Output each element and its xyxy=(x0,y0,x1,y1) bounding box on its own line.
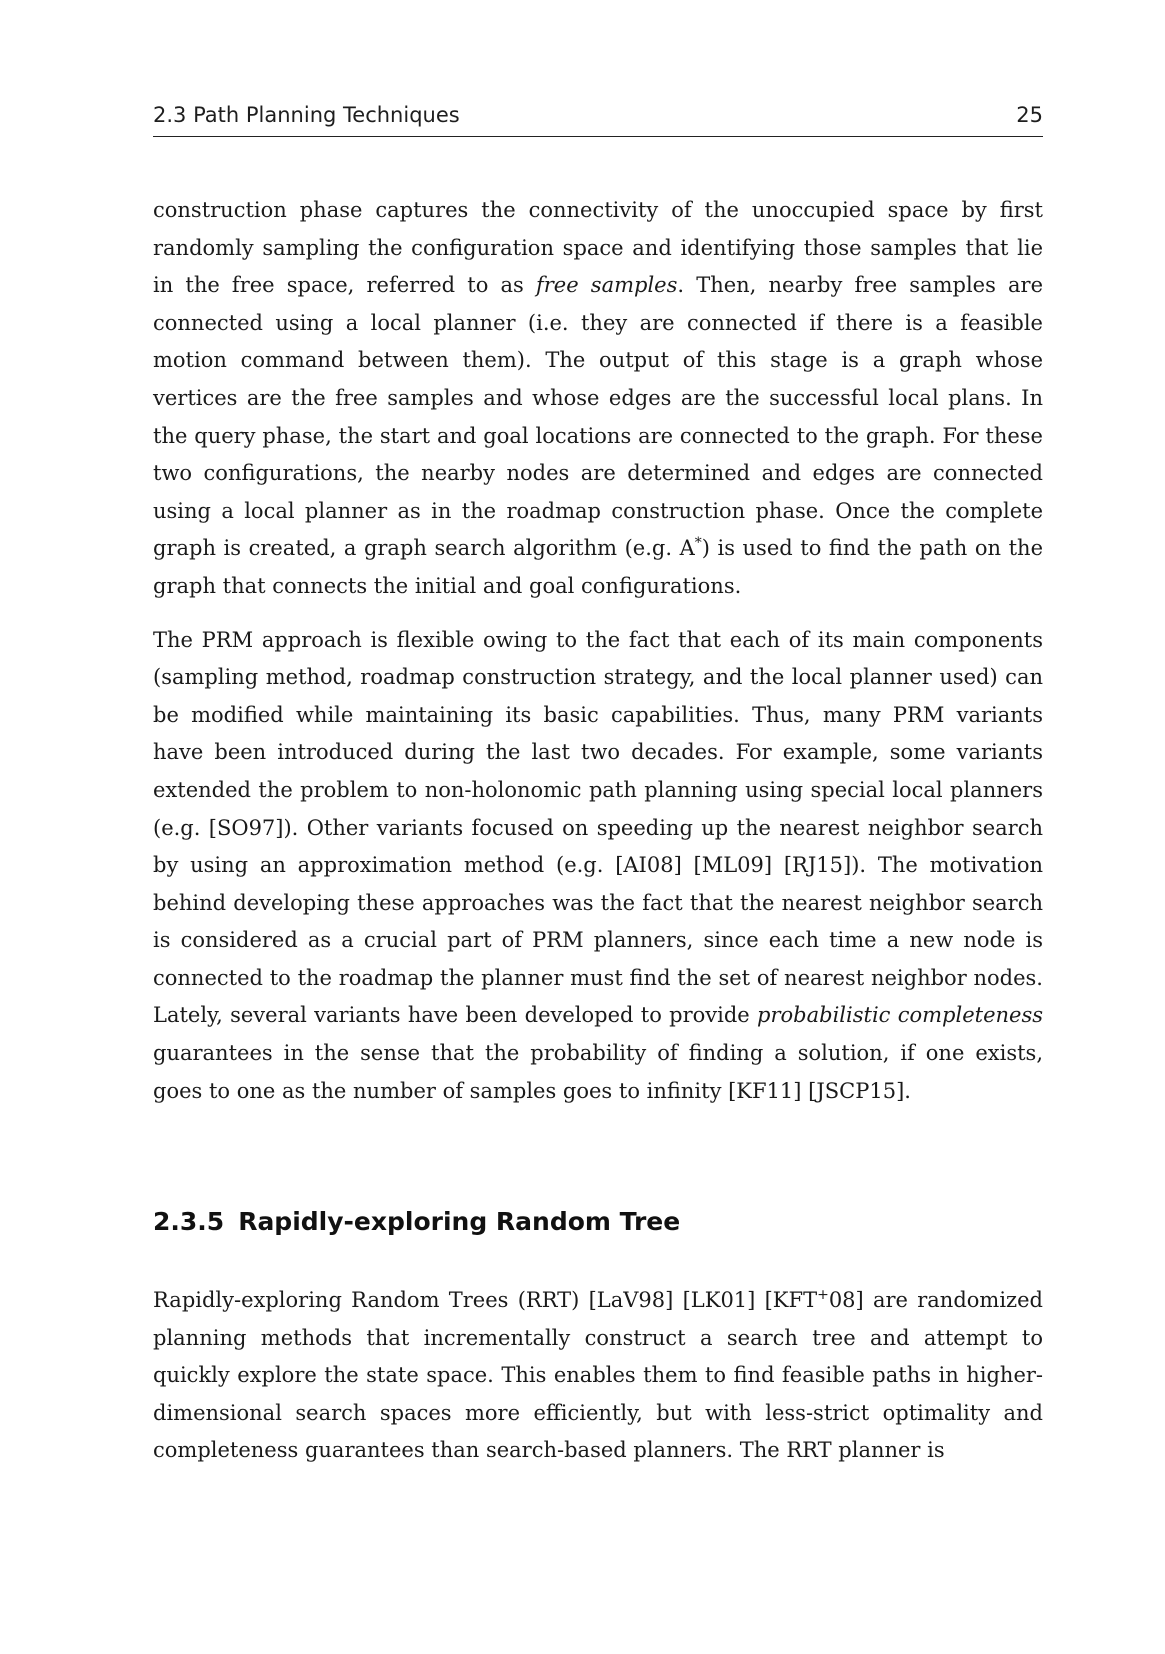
subsection-number: 2.3.5 xyxy=(153,1207,225,1236)
text-run: . Then, nearby free samples are connected using a local planner (i.e. they are connected if there is a feasible motion command between them). The output of this stage is a graph whose vertices are the free samples and whose edges are the successful local plans. In the query phase, the start and goal locations are connected to the graph. For these two configurations, the nearby nodes are determined and edges are connected using a local planner as in the roadmap construction phase. Once the complete graph is created, a graph search algorithm (e.g. A xyxy=(153,273,1044,561)
page-number: 25 xyxy=(1016,103,1043,127)
emphasis-free-samples: free samples xyxy=(535,273,678,298)
text-run: construction phase captures the connectivity of the unoccupied space by first randomly sampling the configuration space and identifying those samples that lie in the free space, referred to as xyxy=(153,198,1043,298)
header-section-title: 2.3 Path Planning Techniques xyxy=(153,103,460,127)
subsection-heading xyxy=(153,1207,1043,1236)
text-run: 08] are randomized planning methods that incrementally construct a search tree and attempt to quickly explore the state space. This enables them to find feasible paths in higher-dimensional search spaces more efficiently, but with less-strict optimality and completeness guarantees than search-based planners. The RRT planner is xyxy=(153,1288,1043,1463)
superscript-star: * xyxy=(694,535,702,552)
emphasis-probabilistic-completeness: probabilistic completeness xyxy=(757,1003,1043,1028)
subsection-title: Rapidly-exploring Random Tree xyxy=(238,1207,681,1236)
body-text-rrt xyxy=(153,1282,1043,1470)
superscript-plus: + xyxy=(817,1287,829,1303)
text-run: Rapidly-exploring Random Trees (RRT) [LaV98] [LK01] [KFT xyxy=(153,1288,818,1312)
paragraph-rrt-intro xyxy=(153,1282,1043,1470)
text-run: guarantees in the sense that the probability of finding a solution, if one exists, goes to one as the number of samples goes to infinity [KF11] [JSCP15]. xyxy=(153,1041,1043,1103)
paragraph-prm-flexibility xyxy=(153,622,1043,1111)
paragraph-prm-construction xyxy=(153,192,1043,606)
text-run: ) is used to find the path on the graph that connects the initial and goal configurations. xyxy=(153,536,1043,598)
text-run: The PRM approach is flexible owing to the fact that each of its main components (sampling method, roadmap construction strategy, and the local planner used) can be modified while maintaining its basic capabilities. Thus, many PRM variants have been introduced during the last two decades. For example, some variants extended the problem to non-holonomic path planning using special local planners (e.g. [SO97]). Other variants focused on speeding up the nearest neighbor search by using an approximation method (e.g. [AI08] [ML09] [RJ15]). The motivation behind developing these approaches was the fact that the nearest neighbor search is considered as a crucial part of PRM planners, since each time a new node is connected to the roadmap the planner must find the set of nearest neighbor nodes. Lately, several variants have been developed to provide xyxy=(153,627,1043,1028)
body-text xyxy=(153,192,1043,1110)
running-header xyxy=(153,100,1043,137)
